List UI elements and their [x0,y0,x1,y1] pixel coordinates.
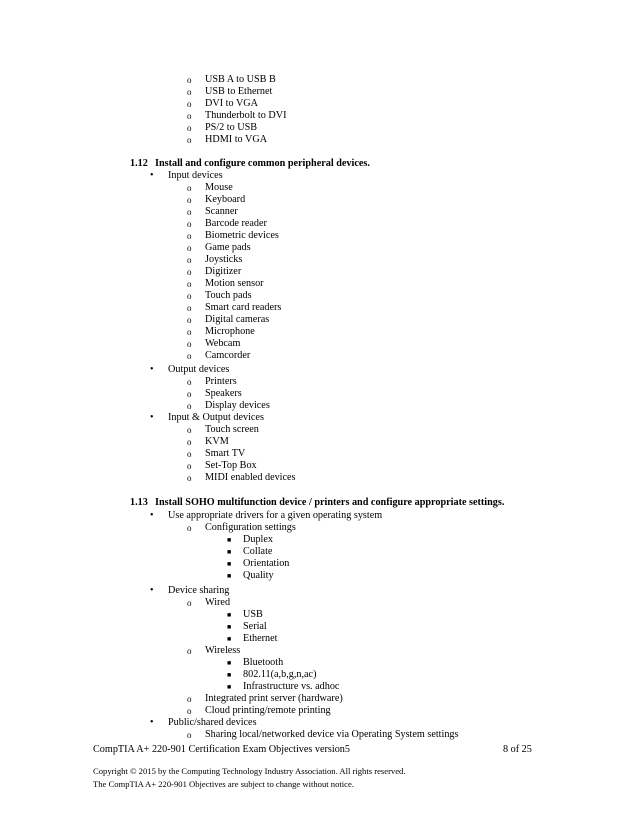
list-item: Display devices [205,400,270,411]
circle-bullet-icon: o [187,473,192,483]
list-item: Touch screen [205,424,259,435]
list-item: PS/2 to USB [205,122,258,133]
list-item: Barcode reader [205,218,267,229]
list-item: USB to Ethernet [205,86,273,97]
list-item: Serial [243,621,267,632]
list-item: Integrated print server (hardware) [205,693,343,704]
list-item: Wired [205,597,231,608]
circle-bullet-icon: o [187,99,192,109]
list-item: MIDI enabled devices [205,472,296,483]
list-item: Configuration settings [205,522,296,533]
circle-bullet-icon: o [187,279,192,289]
square-bullet-icon: ■ [227,659,232,667]
circle-bullet-icon: o [187,87,192,97]
copyright-notice: The CompTIA A+ 220-901 Objectives are subject to change without notice. [93,779,354,789]
circle-bullet-icon: o [187,377,192,387]
bullet-icon: • [150,170,154,181]
list-item: Output devices [168,364,230,375]
list-item: Bluetooth [243,657,284,668]
list-item: DVI to VGA [205,98,259,109]
list-item: Smart TV [205,448,246,459]
circle-bullet-icon: o [187,207,192,217]
list-item: Public/shared devices [168,717,257,728]
square-bullet-icon: ■ [227,560,232,568]
square-bullet-icon: ■ [227,611,232,619]
circle-bullet-icon: o [187,111,192,121]
list-item: Set-Top Box [205,460,257,471]
list-item: Digitizer [205,266,242,277]
list-item: Smart card readers [205,302,282,313]
list-item: Duplex [243,534,273,545]
circle-bullet-icon: o [187,303,192,313]
list-item: Infrastructure vs. adhoc [243,681,340,692]
circle-bullet-icon: o [187,389,192,399]
circle-bullet-icon: o [187,75,192,85]
list-item: Printers [205,376,237,387]
list-item: Webcam [205,338,241,349]
list-item: USB [243,609,263,620]
circle-bullet-icon: o [187,437,192,447]
circle-bullet-icon: o [187,461,192,471]
section-heading: Install SOHO multifunction device / printers and configure appropriate settings. [155,497,505,508]
square-bullet-icon: ■ [227,683,232,691]
circle-bullet-icon: o [187,195,192,205]
circle-bullet-icon: o [187,231,192,241]
square-bullet-icon: ■ [227,536,232,544]
circle-bullet-icon: o [187,291,192,301]
list-item: Biometric devices [205,230,279,241]
circle-bullet-icon: o [187,706,192,716]
list-item: Ethernet [243,633,278,644]
bullet-icon: • [150,717,154,728]
list-item: KVM [205,436,229,447]
bullet-icon: • [150,510,154,521]
circle-bullet-icon: o [187,646,192,656]
list-item: Wireless [205,645,241,656]
list-item: Mouse [205,182,233,193]
circle-bullet-icon: o [187,255,192,265]
list-item: Camcorder [205,350,251,361]
circle-bullet-icon: o [187,267,192,277]
list-item: Input devices [168,170,223,181]
square-bullet-icon: ■ [227,623,232,631]
list-item: Speakers [205,388,242,399]
circle-bullet-icon: o [187,449,192,459]
list-item: Microphone [205,326,255,337]
circle-bullet-icon: o [187,730,192,740]
square-bullet-icon: ■ [227,635,232,643]
list-item: Collate [243,546,273,557]
circle-bullet-icon: o [187,243,192,253]
circle-bullet-icon: o [187,219,192,229]
square-bullet-icon: ■ [227,671,232,679]
list-item: Thunderbolt to DVI [205,110,287,121]
bullet-icon: • [150,585,154,596]
list-item: 802.11(a,b,g,n,ac) [243,669,317,680]
square-bullet-icon: ■ [227,548,232,556]
circle-bullet-icon: o [187,351,192,361]
bullet-icon: • [150,412,154,423]
list-item: Use appropriate drivers for a given operating system [168,510,383,521]
list-item: Game pads [205,242,251,253]
circle-bullet-icon: o [187,401,192,411]
circle-bullet-icon: o [187,523,192,533]
list-item: Quality [243,570,274,581]
list-item: Input & Output devices [168,412,264,423]
list-item: Digital cameras [205,314,270,325]
bullet-icon: • [150,364,154,375]
list-item: Scanner [205,206,238,217]
circle-bullet-icon: o [187,135,192,145]
list-item: Joysticks [205,254,243,265]
list-item: Cloud printing/remote printing [205,705,331,716]
list-item: Touch pads [205,290,252,301]
circle-bullet-icon: o [187,327,192,337]
circle-bullet-icon: o [187,598,192,608]
section-number: 1.13 [130,497,148,508]
list-item: USB A to USB B [205,74,276,85]
circle-bullet-icon: o [187,123,192,133]
circle-bullet-icon: o [187,694,192,704]
square-bullet-icon: ■ [227,572,232,580]
copyright-line: Copyright © 2015 by the Computing Technology Industry Association. All rights reserved. [93,766,406,776]
list-item: Motion sensor [205,278,264,289]
section-number: 1.12 [130,158,148,169]
circle-bullet-icon: o [187,425,192,435]
circle-bullet-icon: o [187,183,192,193]
circle-bullet-icon: o [187,339,192,349]
circle-bullet-icon: o [187,315,192,325]
list-item: Device sharing [168,585,230,596]
section-heading: Install and configure common peripheral devices. [155,158,370,169]
footer-title: CompTIA A+ 220-901 Certification Exam Objectives version5 [93,744,350,755]
list-item: HDMI to VGA [205,134,268,145]
page-number: 8 of 25 [503,744,532,755]
list-item: Keyboard [205,194,246,205]
list-item: Orientation [243,558,290,569]
list-item: Sharing local/networked device via Operating System settings [205,729,459,740]
